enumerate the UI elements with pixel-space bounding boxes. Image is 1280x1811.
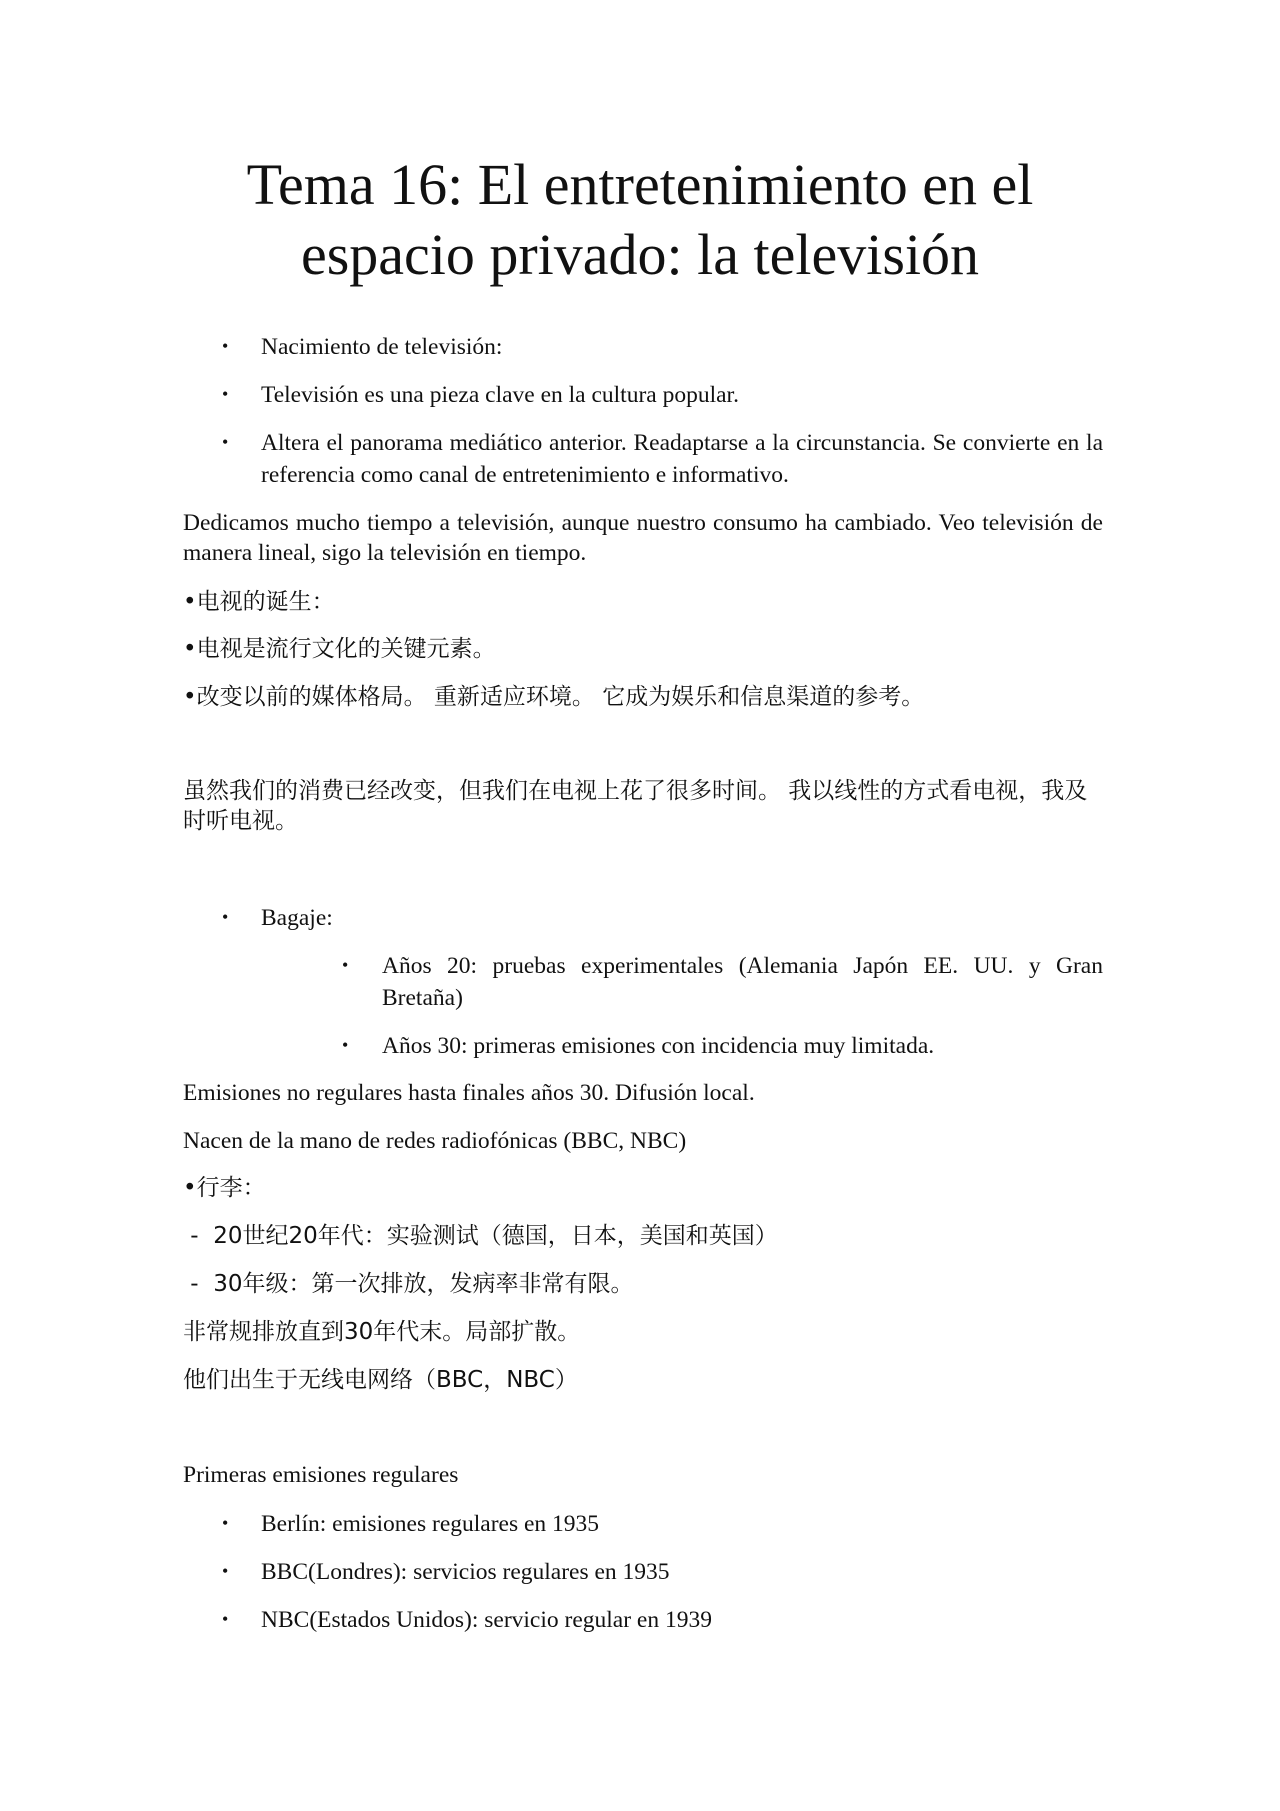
primeras-heading: Primeras emisiones regulares <box>183 1462 459 1488</box>
bagaje-item: Años 20: pruebas experimentales (Alemania Japón EE. UU. y Gran Bretaña) <box>382 953 1103 1011</box>
list-item: Nacimiento de televisión: <box>261 334 503 360</box>
paragraph-nacen: Nacen de la mano de redes radiofónicas (BBC, NBC) <box>183 1128 687 1154</box>
zh-line: - 20世纪20年代：实验测试（德国，日本，美国和英国） <box>183 1223 778 1249</box>
bagaje-label: Bagaje: <box>261 905 333 931</box>
list-item: BBC(Londres): servicios regulares en 1935 <box>261 1559 670 1585</box>
list-item: NBC(Estados Unidos): servicio regular en 1939 <box>261 1607 712 1633</box>
bullet-marker: • <box>222 432 229 452</box>
zh-line: •行李： <box>183 1175 266 1201</box>
zh-line: 他们出生于无线电网络（BBC，NBC） <box>183 1367 578 1393</box>
zh-line: •电视是流行文化的关键元素。 <box>183 636 496 662</box>
bullet-marker: • <box>342 955 349 975</box>
bullet-marker: • <box>222 1513 229 1533</box>
page-title <box>170 150 1110 290</box>
bullet-marker: • <box>222 1609 229 1629</box>
paragraph-consumo: Dedicamos mucho tiempo a televisión, aunque nuestro consumo ha cambiado. Veo televisión de manera lineal, sigo la televisión en tiempo. <box>183 510 1103 566</box>
list-item: Altera el panorama mediático anterior. Readaptarse a la circunstancia. Se convierte en la referencia como canal de entretenimiento e informativo. <box>261 430 1103 488</box>
zh-line: - 30年级：第一次排放，发病率非常有限。 <box>183 1271 634 1297</box>
bullet-marker: • <box>222 1561 229 1581</box>
title-line-2: espacio privado: la televisión <box>300 222 980 287</box>
bullet-marker: • <box>342 1035 349 1055</box>
bullet-marker: • <box>222 336 229 356</box>
zh-line: 非常规排放直到30年代末。局部扩散。 <box>183 1319 581 1345</box>
title-line-1: Tema 16: El entretenimiento en el <box>246 152 1034 217</box>
zh-line: •改变以前的媒体格局。 重新适应环境。 它成为娱乐和信息渠道的参考。 <box>183 684 925 710</box>
zh-paragraph-consumo: 虽然我们的消费已经改变，但我们在电视上花了很多时间。 我以线性的方式看电视，我及时听电视。 <box>183 778 1088 834</box>
list-item: Televisión es una pieza clave en la cultura popular. <box>261 382 739 408</box>
paragraph-emisiones: Emisiones no regulares hasta finales años 30. Difusión local. <box>183 1080 755 1106</box>
bullet-marker: • <box>222 384 229 404</box>
bagaje-item: Años 30: primeras emisiones con incidencia muy limitada. <box>382 1033 935 1059</box>
zh-line: •电视的诞生： <box>183 589 335 615</box>
bullet-marker: • <box>222 907 229 927</box>
list-item: Berlín: emisiones regulares en 1935 <box>261 1511 600 1537</box>
